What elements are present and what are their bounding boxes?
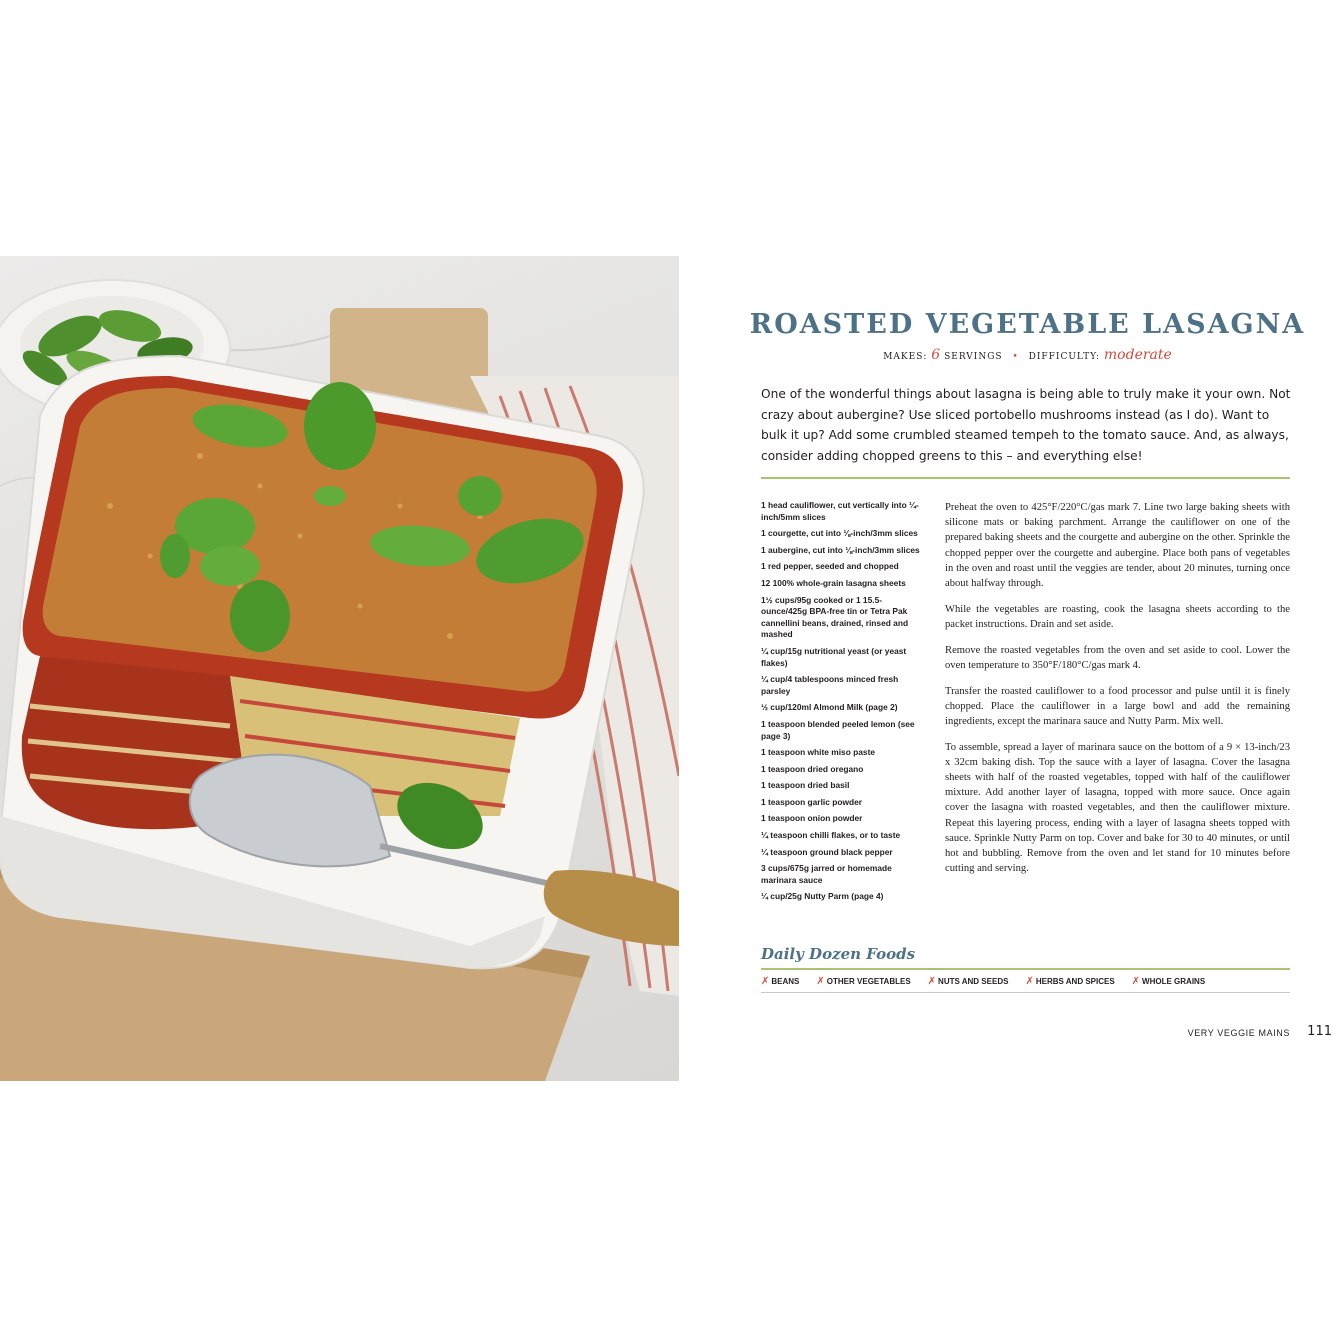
lasagna-photo: [0, 256, 679, 1081]
method-steps: [945, 500, 1290, 887]
page-number: 111: [1307, 1024, 1332, 1039]
daily-dozen-label: NUTS AND SEEDS: [938, 977, 1009, 986]
servings-label: SERVINGS: [944, 352, 1003, 362]
ingredient-item: 1 teaspoon white miso paste: [761, 747, 876, 758]
daily-dozen-title: Daily Dozen Foods: [761, 945, 916, 963]
intro-divider: [761, 477, 1290, 479]
ingredient-item: ¼ cup/4 tablespoons minced fresh parsley: [761, 674, 899, 696]
daily-dozen-item: [816, 976, 910, 987]
difficulty-value: moderate: [1103, 347, 1172, 363]
check-x-icon: ✗: [927, 976, 937, 987]
daily-dozen-item: [1132, 976, 1206, 987]
ingredient-list: [761, 500, 921, 908]
method-step: Preheat the oven to 425°F/220°C/gas mark 7. Line two large baking sheets with silicone mats or baking parchment. Arrange the cauliflower on one of the prepared baking sheets and the courgette and aubergine on the other. Sprinkle the chopped pepper over the courgette and aubergine. Place both pans of vegetables in the oven and roast until the veggies are tender, about 20 minutes, turning once about halfway through.: [945, 502, 1290, 590]
ingredient-item: ¼ teaspoon chilli flakes, or to taste: [761, 830, 901, 841]
recipe-meta: [745, 347, 1310, 363]
ingredient-item: 1½ cups/95g cooked or 1 15.5-ounce/425g BPA-free tin or Tetra Pak cannellini beans, drained, rinsed and mashed: [761, 594, 909, 640]
daily-dozen-bottom-rule: [761, 992, 1290, 993]
ingredient-item: 1 teaspoon onion powder: [761, 813, 863, 824]
ingredient-item: 3 cups/675g jarred or homemade marinara sauce: [761, 863, 892, 885]
ingredient-item: 1 teaspoon blended peeled lemon (see page 3): [761, 718, 915, 741]
ingredient-item: 1 teaspoon dried basil: [761, 780, 850, 791]
method-step: Remove the roasted vegetables from the oven and set aside to cool. Lower the oven temperature to 350°F/180°C/gas mark 4.: [945, 644, 1290, 671]
daily-dozen-label: OTHER VEGETABLES: [826, 977, 911, 986]
daily-dozen-item: [761, 976, 799, 987]
check-x-icon: ✗: [1025, 976, 1034, 987]
ingredient-item: 12 100% whole-grain lasagna sheets: [761, 577, 906, 588]
check-x-icon: ✗: [816, 976, 825, 987]
ingredient-item: 1 aubergine, cut into ⅛-inch/3mm slices: [761, 544, 920, 555]
section-name: VERY VEGGIE MAINS: [1187, 1028, 1290, 1038]
check-x-icon: ✗: [761, 976, 770, 987]
ingredient-item: ¼ cup/15g nutritional yeast (or yeast flakes): [761, 645, 907, 668]
ingredient-item: ½ cup/120ml Almond Milk (page 2): [761, 702, 898, 713]
ingredient-item: 1 courgette, cut into ⅛-inch/3mm slices: [761, 528, 918, 539]
method-step: Transfer the roasted cauliflower to a food processor and pulse until it is finely chopped. Place the cauliflower in a large bowl and add the remaining ingredients, except the marinara sauce and Nutty Parm. Mix well.: [945, 685, 1290, 727]
daily-dozen-item: [1025, 976, 1114, 987]
ingredient-item: 1 head cauliflower, cut vertically into ¼-inch/5mm slices: [761, 500, 919, 522]
ingredient-item: 1 red pepper, seeded and chopped: [761, 561, 899, 572]
daily-dozen-label: WHOLE GRAINS: [1142, 977, 1206, 986]
recipe-intro: One of the wonderful things about lasagna is being able to truly make it your own. Not crazy about aubergine? Use sliced portobello mushrooms instead (as I do). Want to bulk it up? Add some crumbled steamed tempeh to the tomato sauce. And, as always, consider adding chopped greens to this – and everything else!: [761, 387, 1291, 463]
difficulty-label: DIFFICULTY:: [1028, 352, 1101, 362]
ingredient-item: ¼ teaspoon ground black pepper: [761, 846, 893, 857]
method-step: While the vegetables are roasting, cook the lasagna sheets according to the packet instructions. Drain and set aside.: [945, 603, 1290, 630]
makes-value: 6: [931, 347, 941, 363]
daily-dozen-label: HERBS AND SPICES: [1035, 977, 1115, 986]
ingredient-item: 1 teaspoon dried oregano: [761, 763, 864, 774]
meta-separator: •: [1012, 352, 1019, 362]
check-x-icon: ✗: [1131, 976, 1141, 987]
daily-dozen-divider: [761, 968, 1290, 970]
ingredient-item: 1 teaspoon garlic powder: [761, 796, 862, 807]
daily-dozen-label: BEANS: [771, 977, 800, 986]
lasagna-illustration: [0, 256, 679, 1081]
ingredient-item: ¼ cup/25g Nutty Parm (page 4): [761, 891, 884, 902]
makes-label: MAKES:: [883, 352, 928, 362]
method-step: To assemble, spread a layer of marinara sauce on the bottom of a 9 × 13-inch/23 x 32cm baking dish. Top the sauce with a layer of lasagna. Cover the lasagna sheets with half of the roasted vegetables, topped with half of the cauliflower mixture. Add another layer of lasagna, topped with more sauce. Once again cover the lasagna with roasted vegetables, and then the cauliflower mixture. Repeat this layering process, ending with a layer of lasagna sheets topped with sauce. Sprinkle Nutty Parm on top. Cover and bake for 30 to 40 minutes, or until hot and bubbling. Remove from the oven and let stand for 10 minutes before cutting and serving.: [945, 741, 1290, 875]
daily-dozen-item: [928, 976, 1009, 987]
daily-dozen-list: [761, 976, 1291, 987]
recipe-title: ROASTED VEGETABLE LASAGNA: [749, 309, 1306, 340]
